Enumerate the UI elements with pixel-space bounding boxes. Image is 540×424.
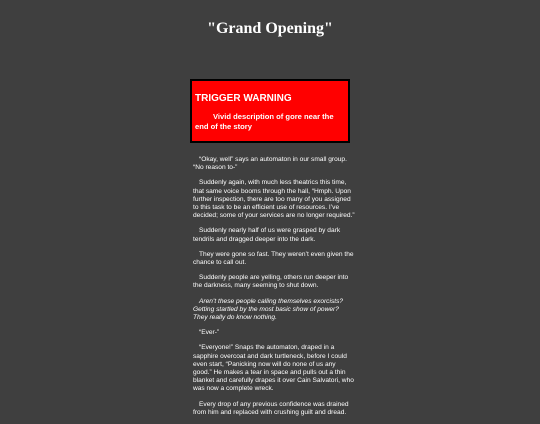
story-paragraph-italic: Aren’t these people calling themselves exorcists? Getting startled by the most basic show of power? They really do know nothing. bbox=[193, 297, 344, 322]
warning-text: Vivid description of gore near the end of the story bbox=[195, 112, 334, 131]
warning-heading: TRIGGER WARNING bbox=[195, 93, 292, 104]
story-paragraph: “Okay, well” says an automaton in our small group. “No reason to-” bbox=[193, 156, 347, 172]
story-paragraph: “Ever-” bbox=[199, 329, 220, 337]
story-paragraph: Every drop of any previous confidence was drained from him and replaced with crushing guilt and dread. bbox=[193, 400, 349, 416]
page-title: "Grand Opening" bbox=[207, 20, 333, 37]
story-paragraph: Suddenly nearly half of us were grasped by dark tendrils and dragged deeper into the dark. bbox=[193, 227, 341, 243]
story-paragraph: “Everyone!” Snaps the automaton, draped in a sapphire overcoat and dark turtleneck, before I could even start, “Panicking now will do none of us any good.” He makes a tear in space and pulls out a thin blanket and carefully drapes it over Cain Salvatori, who was now a complete wreck. bbox=[193, 344, 354, 393]
story-paragraph: Suddenly people are yelling, others run deeper into the darkness, many seeming to shut down. bbox=[193, 274, 349, 290]
story-text bbox=[193, 156, 355, 424]
trigger-warning-box bbox=[190, 79, 350, 143]
story-paragraph: Suddenly again, with much less theatrics this time, that same voice booms through the hall, “Hmph. Upon further inspection, there are too many of you assigned to this task to be an efficient use of resources. I’ve decided; some of your services are no longer required.” bbox=[193, 179, 355, 220]
story-paragraph: They were gone so fast. They weren’t even given the chance to call out. bbox=[193, 250, 354, 267]
